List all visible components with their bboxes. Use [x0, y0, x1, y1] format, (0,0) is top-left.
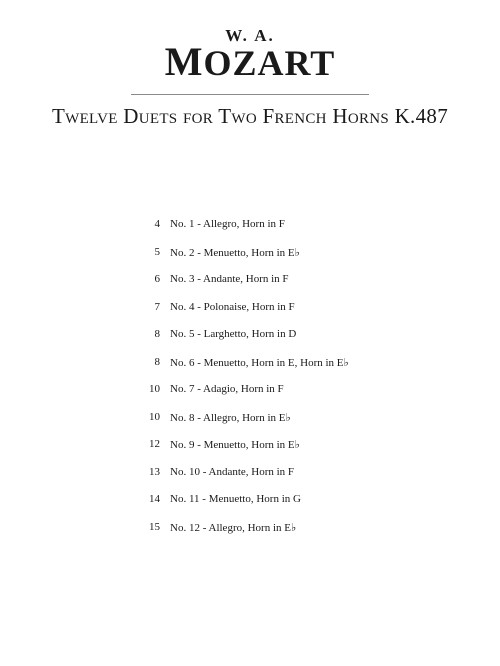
toc-page-number: 14: [149, 493, 160, 506]
toc-row: [140, 411, 460, 439]
toc-entry-title: No. 2 - Menuetto, Horn in E♭: [170, 246, 300, 259]
toc-entry-title: No. 9 - Menuetto, Horn in E♭: [170, 439, 300, 452]
toc-row: [140, 328, 460, 356]
toc-page-number: 5: [154, 245, 160, 258]
toc-row: [140, 301, 460, 329]
toc-page-number: 12: [149, 438, 160, 451]
toc-page-number: 7: [154, 300, 160, 313]
toc-page-number: 10: [149, 410, 160, 423]
toc-row: [140, 246, 460, 274]
toc-entry-title: No. 1 - Allegro, Horn in F: [170, 218, 285, 230]
composer-name: [0, 39, 500, 84]
title-divider: [131, 94, 369, 95]
toc-entry-title: No. 5 - Larghetto, Horn in D: [170, 328, 297, 341]
toc-page-number: 8: [154, 355, 160, 368]
toc-entry-title: No. 8 - Allegro, Horn in E♭: [170, 411, 291, 424]
toc-entry-title: No. 4 - Polonaise, Horn in F: [170, 300, 295, 313]
composer-initials: W. A.: [225, 26, 275, 45]
toc-entry-title: No. 11 - Menuetto, Horn in G: [170, 493, 301, 506]
toc-entry-title: No. 10 - Andante, Horn in F: [170, 465, 295, 478]
toc-page-number: 15: [149, 521, 160, 534]
toc-page-number: 8: [154, 328, 160, 341]
toc-entry-title: No. 12 - Allegro, Horn in E♭: [170, 522, 297, 535]
toc-row: [140, 438, 460, 466]
page-title: Twelve Duets for Two French Horns K.487: [51, 104, 449, 128]
toc-page-number: 13: [149, 465, 160, 478]
toc-page-number: 10: [149, 383, 160, 396]
composer-name-initial: M: [164, 39, 204, 84]
toc-row: [140, 218, 460, 246]
toc-row: [140, 521, 460, 549]
toc-entry-title: No. 3 - Andante, Horn in F: [170, 273, 289, 286]
composer-name-rest: OZART: [203, 43, 336, 83]
toc-page-number: 4: [154, 218, 160, 230]
toc-row: [140, 356, 460, 384]
toc-row: [140, 383, 460, 411]
toc-row: [140, 273, 460, 301]
toc-entry-title: No. 7 - Adagio, Horn in F: [170, 383, 284, 396]
toc-row: [140, 466, 460, 494]
table-of-contents: [140, 218, 460, 549]
toc-page-number: 6: [154, 273, 160, 286]
toc-row: [140, 493, 460, 521]
toc-entry-title: No. 6 - Menuetto, Horn in E, Horn in E♭: [170, 356, 349, 369]
